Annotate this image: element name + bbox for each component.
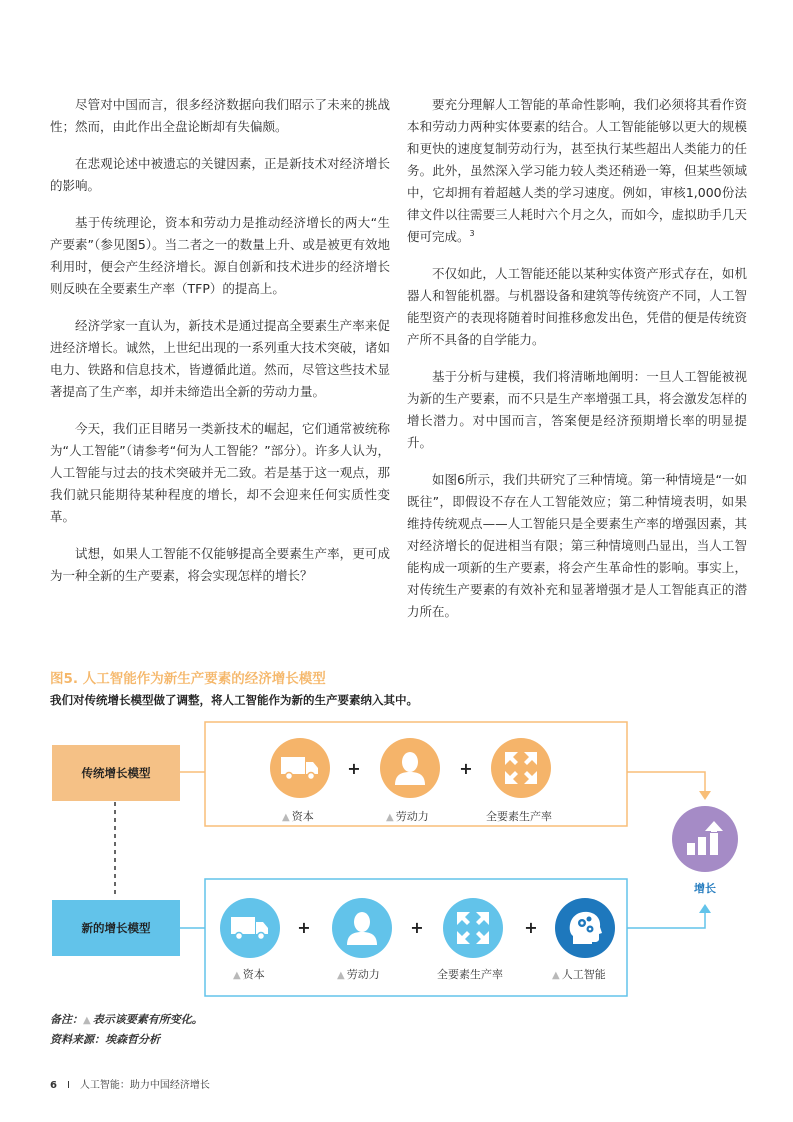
paragraph-text: 要充分理解人工智能的革命性影响，我们必须将其看作资本和劳动力两种实体要素的结合。人工智能能够以更大的规模和更快的速度复制劳动行为，甚至执行某些超出人类能力的任务。此外，虽然深入学习能力较人类还稍逊一筹，但某些领域中，它却拥有着超越人类的学习速度。例如，审核1,000份法律文件以往需要三人耗时六个月之久，而如今，虚拟助手几天便可完成。 <box>407 97 747 244</box>
expand-arrows-icon <box>454 909 492 947</box>
new-arrowhead <box>699 904 711 913</box>
growth-chart-icon <box>683 819 727 859</box>
caption-text: 劳动力 <box>395 810 429 823</box>
capital-caption <box>282 808 314 824</box>
capital-caption <box>233 966 265 982</box>
figure-subtitle: 我们对传统增长模型做了调整，将人工智能作为新的生产要素纳入其中。 <box>50 693 418 707</box>
caption-text: 劳动力 <box>346 968 380 981</box>
traditional-arrow <box>627 772 705 792</box>
labor-caption <box>337 966 380 982</box>
caption-text: 资本 <box>242 968 265 981</box>
tfp-circle <box>443 898 503 958</box>
triangle-icon: ▲ <box>552 970 560 981</box>
caption-text: 资本 <box>291 810 314 823</box>
truck-icon <box>280 754 320 782</box>
paragraph: 如图6所示，我们共研究了三种情境。第一种情境是“一如既往”，即假设不存在人工智能效应；第二种情境表明，如果维持传统观点——人工智能只是全要素生产率的增强因素，其对经济增长的促进相当有限；第三种情境则凸显出，当人工智能构成一项新的生产要素，将会产生革命性的影响。事实上，对传统生产要素的有效补充和显著增强才是人工智能真正的潜力所在。 <box>407 472 747 619</box>
caption-text: 人工智能 <box>561 968 606 981</box>
paragraph: 尽管对中国而言，很多经济数据向我们昭示了未来的挑战性；然而，由此作出全盘论断却有失偏颇。 <box>50 97 390 134</box>
new-arrow <box>627 912 705 928</box>
figure-title: 图5. 人工智能作为新生产要素的经济增长模型 <box>50 671 326 687</box>
plus-sign: + <box>410 918 424 937</box>
paragraph: 基于分析与建模，我们将清晰地阐明：一旦人工智能被视为新的生产要素，而不只是生产率增强工具，将会激发怎样的增长潜力。对中国而言，答案便是经济预期增长率的明显提升。 <box>407 369 747 450</box>
tfp-circle <box>491 738 551 798</box>
labor-circle <box>380 738 440 798</box>
footer-separator: I <box>66 1080 70 1091</box>
person-icon <box>393 750 427 786</box>
growth-caption: 增长 <box>694 882 716 895</box>
brain-gears-icon <box>565 908 605 948</box>
triangle-icon: ▲ <box>233 970 241 981</box>
paragraph: 基于传统理论，资本和劳动力是推动经济增长的两大“生产要素”（参见图5）。当二者之一的数量上升、或是被更有效地利用时，便会产生经济增长。源自创新和技术进步的经济增长则反映在全要素生产率（TFP）的提高上。 <box>50 215 390 296</box>
traditional-arrowhead <box>699 791 711 800</box>
growth-circle <box>672 806 738 872</box>
note-line <box>50 1010 203 1030</box>
capital-circle <box>270 738 330 798</box>
capital-circle <box>220 898 280 958</box>
footer-title: 人工智能：助力中国经济增长 <box>79 1080 210 1091</box>
plus-sign: + <box>347 759 361 778</box>
paragraph: 试想，如果人工智能不仅能够提高全要素生产率，更可成为一种全新的生产要素，将会实现怎样的增长？ <box>50 546 390 583</box>
plus-sign: + <box>459 759 473 778</box>
ai-circle <box>555 898 615 958</box>
triangle-icon: ▲ <box>337 970 345 981</box>
paragraph: 不仅如此，人工智能还能以某种实体资产形式存在，如机器人和智能机器。与机器设备和建筑等传统资产不同，人工智能型资产的表现将随着时间推移愈发出色，凭借的便是传统资产所不具备的自学能力。 <box>407 266 747 347</box>
triangle-icon: ▲ <box>282 812 290 823</box>
triangle-icon: ▲ <box>83 1015 91 1026</box>
page-number: 6 <box>50 1080 57 1091</box>
plus-sign: + <box>297 918 311 937</box>
note-prefix: 备注： <box>50 1013 83 1026</box>
note-text: 表示该要素有所变化。 <box>92 1013 203 1026</box>
page-footer <box>50 1076 210 1091</box>
paragraph: 在悲观论述中被遗忘的关键因素，正是新技术对经济增长的影响。 <box>50 156 390 193</box>
tfp-caption: 全要素生产率 <box>437 968 503 981</box>
labor-circle <box>332 898 392 958</box>
traditional-model-label: 传统增长模型 <box>52 745 180 801</box>
ai-caption <box>552 966 606 982</box>
footnote-mark: 3 <box>469 228 475 238</box>
paragraph: 经济学家一直认为，新技术是通过提高全要素生产率来促进经济增长。诚然，上世纪出现的一系列重大技术突破，诸如电力、铁路和信息技术，皆遵循此道。然而，尽管这些技术显著提高了生产率，却并未缔造出全新的劳动力量。 <box>50 318 390 399</box>
new-model-label: 新的增长模型 <box>52 900 180 956</box>
source-line: 资料来源：埃森哲分析 <box>50 1033 160 1046</box>
figure-notes <box>50 1010 203 1049</box>
labor-caption <box>386 808 429 824</box>
person-icon <box>345 910 379 946</box>
triangle-icon: ▲ <box>386 812 394 823</box>
paragraph: 今天，我们正目睹另一类新技术的崛起，它们通常被统称为“人工智能”（请参考“何为人工智能？”部分）。许多人认为，人工智能与过去的技术突破并无二致。若是基于这一观点，那我们就只能期待某种程度的增长，却不会迎来任何实质性变革。 <box>50 421 390 524</box>
tfp-caption: 全要素生产率 <box>486 810 552 823</box>
expand-arrows-icon <box>502 749 540 787</box>
truck-icon <box>230 914 270 942</box>
plus-sign: + <box>524 918 538 937</box>
